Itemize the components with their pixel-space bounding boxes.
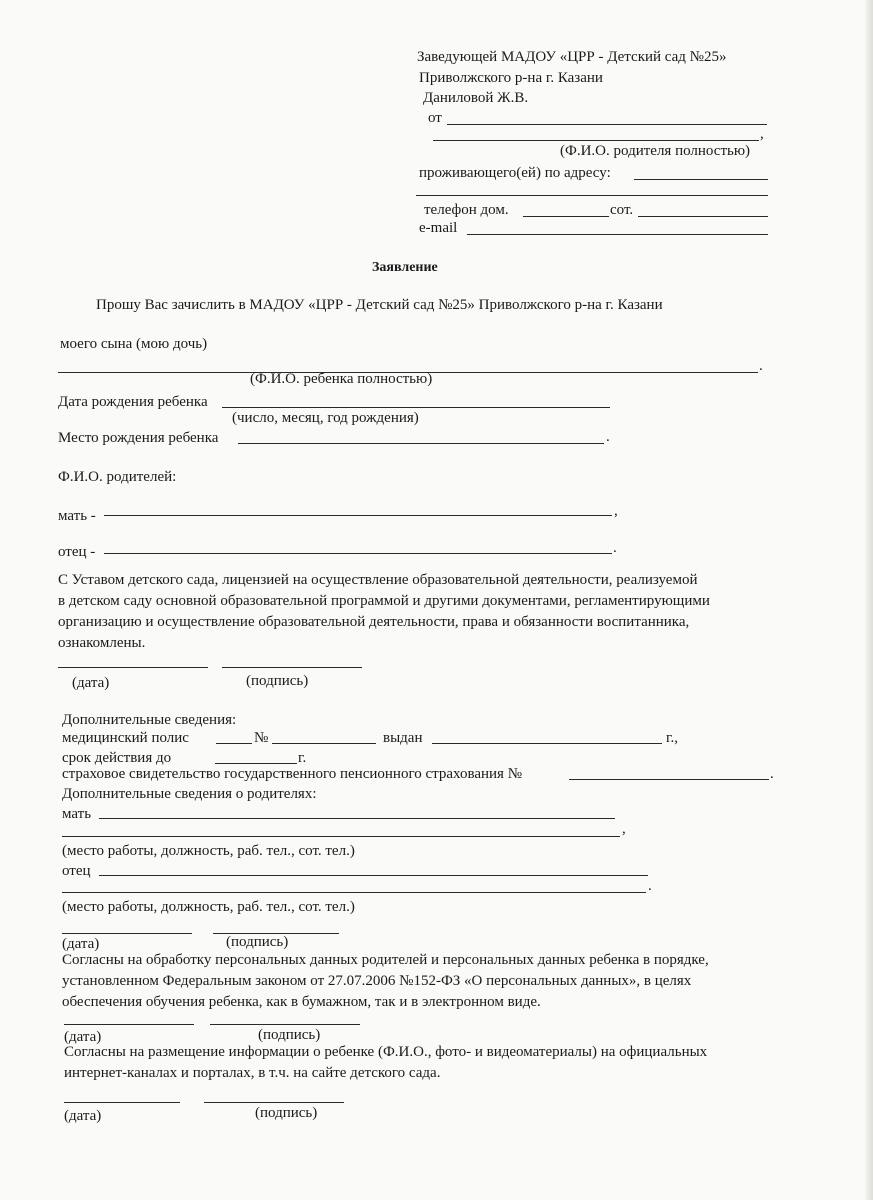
father-work-field-1[interactable] [99, 875, 648, 876]
charter-signature-field[interactable] [222, 667, 362, 668]
policy-series-field[interactable] [216, 743, 252, 744]
signature-caption: (подпись) [246, 673, 309, 689]
birth-place-field[interactable] [238, 443, 604, 444]
insurance-certificate-label: страховое свидетельство государственного пенсионного страхования № [62, 766, 523, 782]
year-suffix: г. [298, 750, 307, 766]
father-label: отец - [58, 544, 96, 560]
medical-policy-label: медицинский полис [62, 730, 189, 746]
date-caption: (дата) [64, 1108, 102, 1124]
charter-paragraph: С Уставом детского сада, лицензией на осуществление образовательной деятельности, реализуемой в детском саду основной образовательной программой и другими документами, регламентирующими организацию и осуществление образовательной деятельности, права и обязанности воспитанника, ознакомлены. [58, 572, 710, 651]
date-caption: (дата) [72, 675, 110, 691]
year-suffix: г., [666, 730, 678, 746]
mother-work-caption: (место работы, должность, раб. тел., сот. тел.) [62, 843, 355, 859]
email-field[interactable] [467, 234, 768, 235]
address-field-line-2[interactable] [416, 195, 768, 196]
mother-work-field-2[interactable] [62, 836, 620, 837]
birth-date-caption: (число, месяц, год рождения) [232, 410, 419, 426]
signature-caption: (подпись) [258, 1027, 321, 1043]
mother-work-label: мать [62, 806, 92, 822]
period: . [770, 766, 774, 782]
father-work-field-2[interactable] [62, 892, 646, 893]
issued-label: выдан [383, 730, 423, 746]
additional-label: Дополнительные сведения: [62, 712, 237, 728]
additional-date-field[interactable] [62, 933, 192, 934]
period: . [648, 878, 652, 894]
policy-issued-field[interactable] [432, 743, 662, 744]
consent1-signature-field[interactable] [210, 1024, 360, 1025]
birth-date-field[interactable] [222, 407, 610, 408]
consent2-signature-field[interactable] [204, 1102, 344, 1103]
period: . [759, 358, 763, 374]
charter-date-field[interactable] [58, 667, 208, 668]
father-work-caption: (место работы, должность, раб. тел., сот. тел.) [62, 899, 355, 915]
parents-info-label: Дополнительные сведения о родителях: [62, 786, 317, 802]
info-placement-consent: Согласны на размещение информации о ребенке (Ф.И.О., фото- и видеоматериалы) на официальных интернет-каналах и порталах, в т.ч. на сайте детского сада. [64, 1044, 708, 1081]
mobile-phone-field[interactable] [638, 216, 768, 217]
home-phone-label: телефон дом. [424, 202, 509, 218]
father-work-label: отец [62, 863, 91, 879]
parent-name-caption: (Ф.И.О. родителя полностью) [560, 143, 751, 159]
request-text: Прошу Вас зачислить в МАДОУ «ЦРР - Детский сад №25» Приволжского р-на г. Казани [96, 297, 663, 313]
comma: , [614, 503, 618, 519]
consent2-date-field[interactable] [64, 1102, 180, 1103]
mother-label: мать - [58, 508, 96, 524]
insurance-number-field[interactable] [569, 779, 769, 780]
child-name-caption: (Ф.И.О. ребенка полностью) [250, 371, 433, 387]
recipient-line-2: Приволжского р-на г. Казани [419, 70, 603, 86]
recipient-line-3: Даниловой Ж.В. [423, 90, 529, 106]
email-label: e-mail [419, 220, 458, 236]
validity-label: срок действия до [62, 750, 172, 766]
period: . [613, 540, 617, 556]
child-label: моего сына (мою дочь) [60, 336, 208, 352]
period: . [606, 429, 610, 445]
recipient-line-1: Заведующей МАДОУ «ЦРР - Детский сад №25» [417, 49, 727, 65]
from-field-line-1[interactable] [447, 124, 767, 125]
birth-place-label: Место рождения ребенка [58, 430, 219, 446]
address-label: проживающего(ей) по адресу: [419, 165, 611, 181]
paper-edge [865, 0, 873, 1200]
date-caption: (дата) [62, 936, 100, 952]
consent1-date-field[interactable] [64, 1024, 194, 1025]
father-name-field[interactable] [104, 553, 612, 554]
parents-label: Ф.И.О. родителей: [58, 469, 177, 485]
comma: , [760, 126, 764, 142]
home-phone-field[interactable] [523, 216, 609, 217]
date-caption: (дата) [64, 1029, 102, 1045]
personal-data-consent: Согласны на обработку персональных данных родителей и персональных данных ребенка в порядке, установленном Федеральным законом от 27.07.2006 №152-ФЗ «О персональных данных», в целях обеспечения обучения ребенка, как в бумажном, так и в электронном виде. [62, 952, 709, 1010]
document-title: Заявление [372, 260, 438, 275]
mother-name-field[interactable] [104, 515, 612, 516]
address-field-line-1[interactable] [634, 179, 768, 180]
from-label: от [428, 110, 442, 126]
policy-number-field[interactable] [272, 743, 376, 744]
mother-work-field-1[interactable] [99, 818, 615, 819]
number-sign: № [254, 730, 269, 746]
signature-caption: (подпись) [255, 1105, 318, 1121]
from-field-line-2[interactable] [433, 140, 759, 141]
signature-caption: (подпись) [226, 934, 289, 950]
mobile-phone-label: сот. [610, 202, 634, 218]
birth-date-label: Дата рождения ребенка [58, 394, 208, 410]
comma: , [622, 821, 626, 837]
validity-field[interactable] [215, 763, 297, 764]
